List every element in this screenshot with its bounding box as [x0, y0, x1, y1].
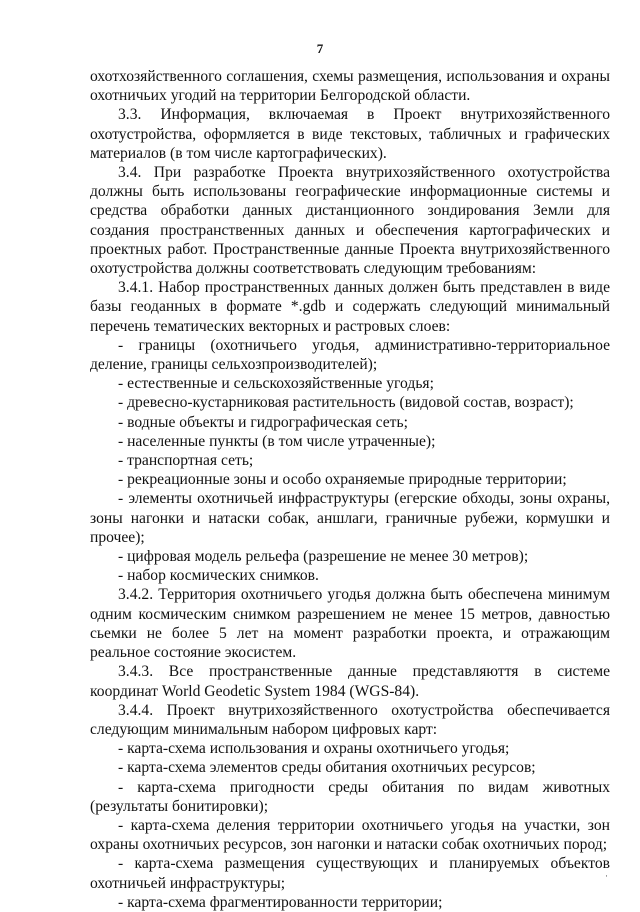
list-item: - древесно-кустарниковая растительность (видовой состав, возраст); [118, 394, 574, 412]
page-number: 7 [316, 41, 324, 56]
list-item: - естественные и сельскохозяйственные угодья; [118, 375, 434, 393]
list-item: - карта-схема размещения существующих и планируемых объектов охотничьей инфраструктуры; [90, 855, 610, 892]
list-item: - водные объекты и гидрографическая сеть; [118, 413, 408, 431]
scan-mark: · [605, 871, 608, 881]
paragraph: 3.4.2. Территория охотничьего угодья должна быть обеспечена минимум одним космическим снимком разрешением не менее 15 метров, давностью сьемки не более 5 лет на момент разработки проекта, и отражающим реальное состояние экосистем. [90, 586, 610, 662]
list-item: - карта-схема использования и охраны охотничьего угодья; [118, 740, 510, 758]
list-item: - карта-схема деления территории охотничьего угодья на участки, зон охраны охотничьих ресурсов, зон нагонки и натаски собак охотничьих пород; [90, 816, 610, 854]
paragraph: 3.4.4. Проект внутрихозяйственного охотустройства обеспечивается следующим минимальным набором цифровых карт: [90, 701, 610, 738]
list-item: - элементы охотничьей инфраструктуры (егерские обходы, зоны охраны, зоны нагонки и натаски собак, аншлаги, граничные рубежи, кормушки и прочее); [90, 490, 610, 546]
paragraph: охотхозяйственного соглашения, схемы размещения, использования и охраны охотничьих угодий на территории Белгородской области. [90, 68, 610, 105]
list-item: - рекреационные зоны и особо охраняемые природные территории; [118, 471, 567, 489]
list-item: - цифровая модель рельефа (разрешение не менее 30 метров); [118, 548, 529, 566]
paragraph: 3.4.1. Набор пространственных данных должен быть представлен в виде базы геоданных в формате *.gdb и содержать следующий минимальный перечень тематических векторных и растровых слоев: [90, 279, 610, 335]
paragraph: 3.3. Информация, включаемая в Проект внутрихозяйственного охотустройства, оформляется в виде текстовых, табличных и графических материалов (в том числе картографических). [90, 106, 610, 162]
list-item: - границы (охотничьего угодья, административно-территориальное деление, границы сельхозпроизводителей); [90, 336, 610, 374]
list-item: - карта-схема элементов среды обитания охотничьих ресурсов; [118, 759, 536, 777]
paragraph: 3.4. При разработке Проекта внутрихозяйственного охотустройства должны быть использованы географические информационные системы и средства обработки данных дистанционного зондирования Земли для создания пространственных данных и обеспечения картографических и проектных работ. Пространственные данные Проекта внутрихозяйственного охотустройства должны соответствовать следующим требованиям: [90, 164, 610, 278]
list-item: - карта-схема пригодности среды обитания по видам животных (результаты бонитировки); [90, 778, 610, 815]
list-item: - транспортная сеть; [118, 452, 254, 470]
list-item: - набор космических снимков. [118, 567, 319, 585]
list-item: - населенные пункты (в том числе утраченные); [118, 432, 436, 450]
paragraph: 3.4.3. Все пространственные данные представляюття в системе координат World Geodetic System 1984 (WGS-84). [90, 663, 610, 700]
list-item: - карта-схема фрагментированности территории; [118, 893, 443, 911]
document-body [90, 67, 610, 912]
